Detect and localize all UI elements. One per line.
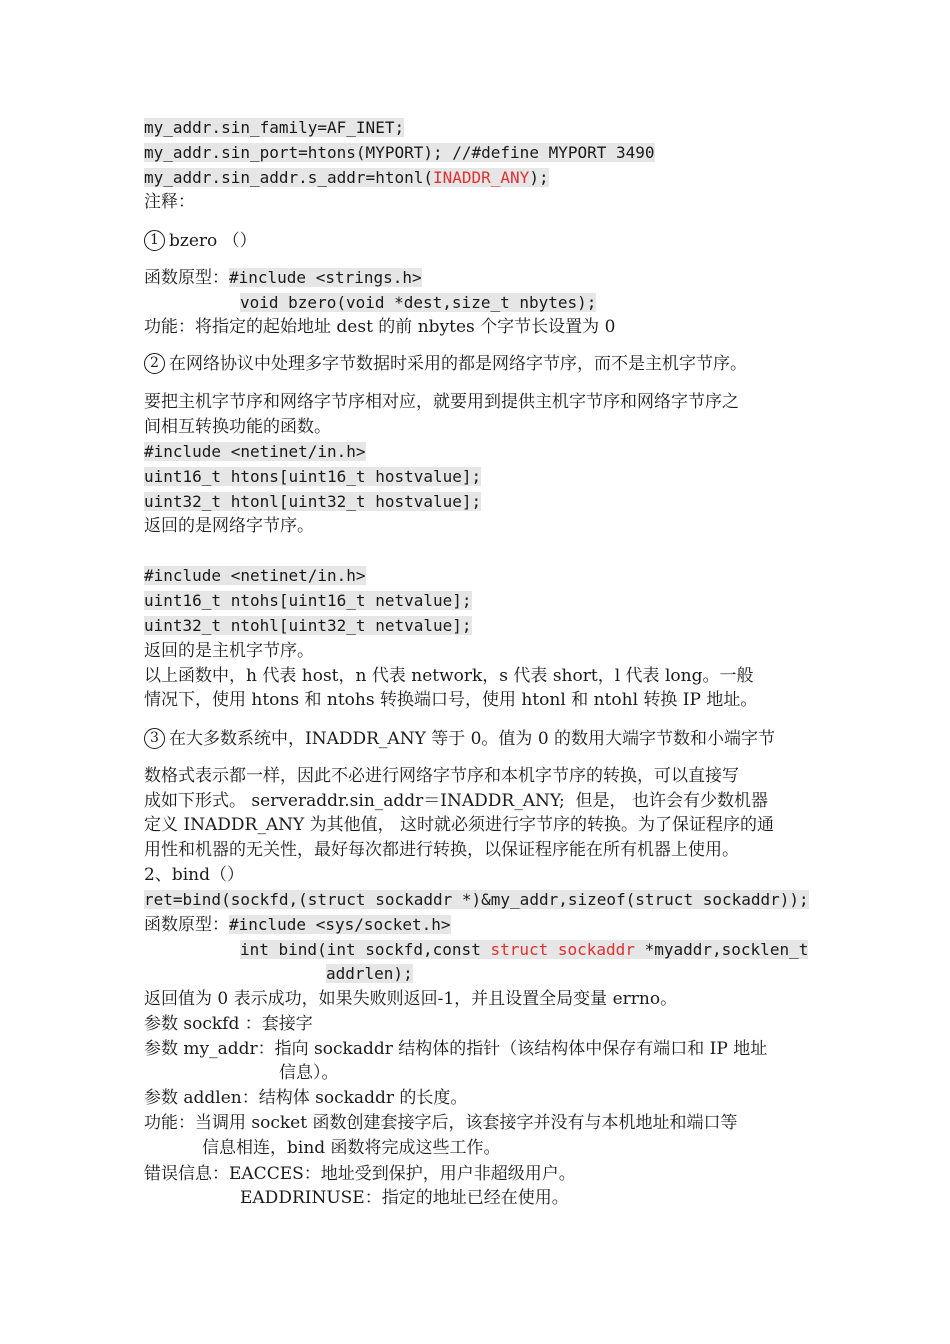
- code-line: [326, 962, 413, 986]
- bind-heading: 2、bind（）: [144, 865, 244, 885]
- code-text: my_addr.sin_addr.s_addr=htonl(: [144, 168, 433, 187]
- error-line: EADDRINUSE：指定的地址已经在使用。: [240, 1188, 569, 1208]
- code-line: [144, 141, 655, 165]
- paragraph-line: 情况下，使用 htons 和 ntohs 转换端口号，使用 htonl 和 ntohl 转换 IP 地址。: [144, 690, 758, 710]
- return-note: 返回的是网络字节序。: [144, 516, 314, 536]
- return-description: 返回值为 0 表示成功，如果失败则返回-1，并且设置全局变量 errno。: [144, 989, 678, 1009]
- param-line: 参数 sockfd ：套接字: [144, 1014, 313, 1034]
- param-line: 信息）。: [279, 1063, 339, 1083]
- code-text: uint32_t ntohl[uint32_t netvalue];: [144, 616, 472, 635]
- code-text: uint16_t ntohs[uint16_t netvalue];: [144, 591, 472, 610]
- code-line: [144, 116, 404, 140]
- prototype-line: [144, 913, 451, 937]
- param-line: 参数 addlen：结构体 sockaddr 的长度。: [144, 1088, 468, 1108]
- prototype-label: 函数原型：: [144, 268, 229, 288]
- code-text: uint16_t htons[uint16_t hostvalue];: [144, 467, 482, 486]
- code-line: [240, 938, 808, 962]
- code-line: [144, 589, 472, 613]
- notes-label: 注释：: [144, 192, 195, 212]
- code-line: [144, 166, 549, 190]
- code-text: int bind(int sockfd,const: [240, 940, 491, 959]
- paragraph-line: 间相互转换功能的函数。: [144, 417, 331, 437]
- item2-heading: [144, 352, 747, 376]
- circled-number: 1: [144, 230, 165, 251]
- paragraph-line: 以上函数中，h 代表 host，n 代表 network，s 代表 short，l 代表 long。一般: [144, 666, 754, 686]
- function-description: 信息相连，bind 函数将完成这些工作。: [202, 1138, 501, 1158]
- paragraph-line: 要把主机字节序和网络字节序相对应，就要用到提供主机字节序和网络字节序之: [144, 392, 739, 412]
- error-text: EACCES：地址受到保护，用户非超级用户。: [229, 1164, 576, 1184]
- code-text: #include <strings.h>: [229, 268, 422, 287]
- item3-heading: [144, 727, 775, 751]
- circled-number: 3: [144, 728, 165, 749]
- paragraph-line: 成如下形式。 serveraddr.sin_addr＝INADDR_ANY; 但是， 也许会有少数机器: [144, 791, 768, 811]
- code-line: [144, 614, 472, 638]
- paragraph-line: 定义 INADDR_ANY 为其他值， 这时就必须进行字节序的转换。为了保证程序的通: [144, 815, 775, 835]
- error-label: 错误信息：: [144, 1164, 229, 1184]
- code-line: [144, 440, 366, 464]
- code-line: [144, 490, 481, 514]
- code-text: #include <netinet/in.h>: [144, 442, 366, 461]
- function-description: 功能：将指定的起始地址 dest 的前 nbytes 个字节长设置为 0: [144, 317, 616, 337]
- code-line: [144, 564, 366, 588]
- code-keyword-red: INADDR_ANY: [432, 168, 530, 187]
- code-text: my_addr.sin_family=AF_INET;: [144, 118, 405, 137]
- code-text: *myaddr,socklen_t: [634, 940, 809, 959]
- code-text: #include <netinet/in.h>: [144, 566, 366, 585]
- code-keyword-red: struct sockaddr: [490, 940, 635, 959]
- code-text: ret=bind(sockfd,(struct sockaddr *)&my_addr,sizeof(struct sockaddr));: [144, 890, 809, 909]
- item2-intro: 在网络协议中处理多字节数据时采用的都是网络字节序，而不是主机字节序。: [169, 354, 747, 374]
- item1-heading: [144, 229, 257, 253]
- circled-number: 2: [144, 353, 165, 374]
- code-line: [144, 465, 481, 489]
- code-text: void bzero(void *dest,size_t nbytes);: [240, 293, 597, 312]
- error-line: [144, 1162, 576, 1186]
- code-line: [144, 888, 809, 912]
- code-highlight: [144, 168, 549, 187]
- paragraph-line: 用性和机器的无关性，最好每次都进行转换，以保证程序能在所有机器上使用。: [144, 840, 739, 860]
- code-line: [240, 291, 596, 315]
- code-text: uint32_t htonl[uint32_t hostvalue];: [144, 492, 482, 511]
- prototype-label: 函数原型：: [144, 915, 229, 935]
- paragraph-line: 数格式表示都一样，因此不必进行网络字节序和本机字节序的转换，可以直接写: [144, 766, 739, 786]
- function-description: 功能：当调用 socket 函数创建套接字后，该套接字并没有与本机地址和端口等: [144, 1113, 738, 1133]
- prototype-line: [144, 266, 422, 290]
- item3-intro: 在大多数系统中，INADDR_ANY 等于 0。值为 0 的数用大端字节数和小端字节: [169, 729, 776, 749]
- code-text: #include <sys/socket.h>: [229, 915, 451, 934]
- code-text: );: [529, 168, 549, 187]
- code-text: my_addr.sin_port=htons(MYPORT); //#define MYPORT 3490: [144, 143, 655, 162]
- item1-title: bzero （）: [169, 231, 257, 251]
- return-note: 返回的是主机字节序。: [144, 641, 314, 661]
- code-text: addrlen);: [326, 964, 413, 983]
- param-line: 参数 my_addr：指向 sockaddr 结构体的指针（该结构体中保存有端口和 IP 地址: [144, 1039, 768, 1059]
- code-highlight: [240, 940, 808, 959]
